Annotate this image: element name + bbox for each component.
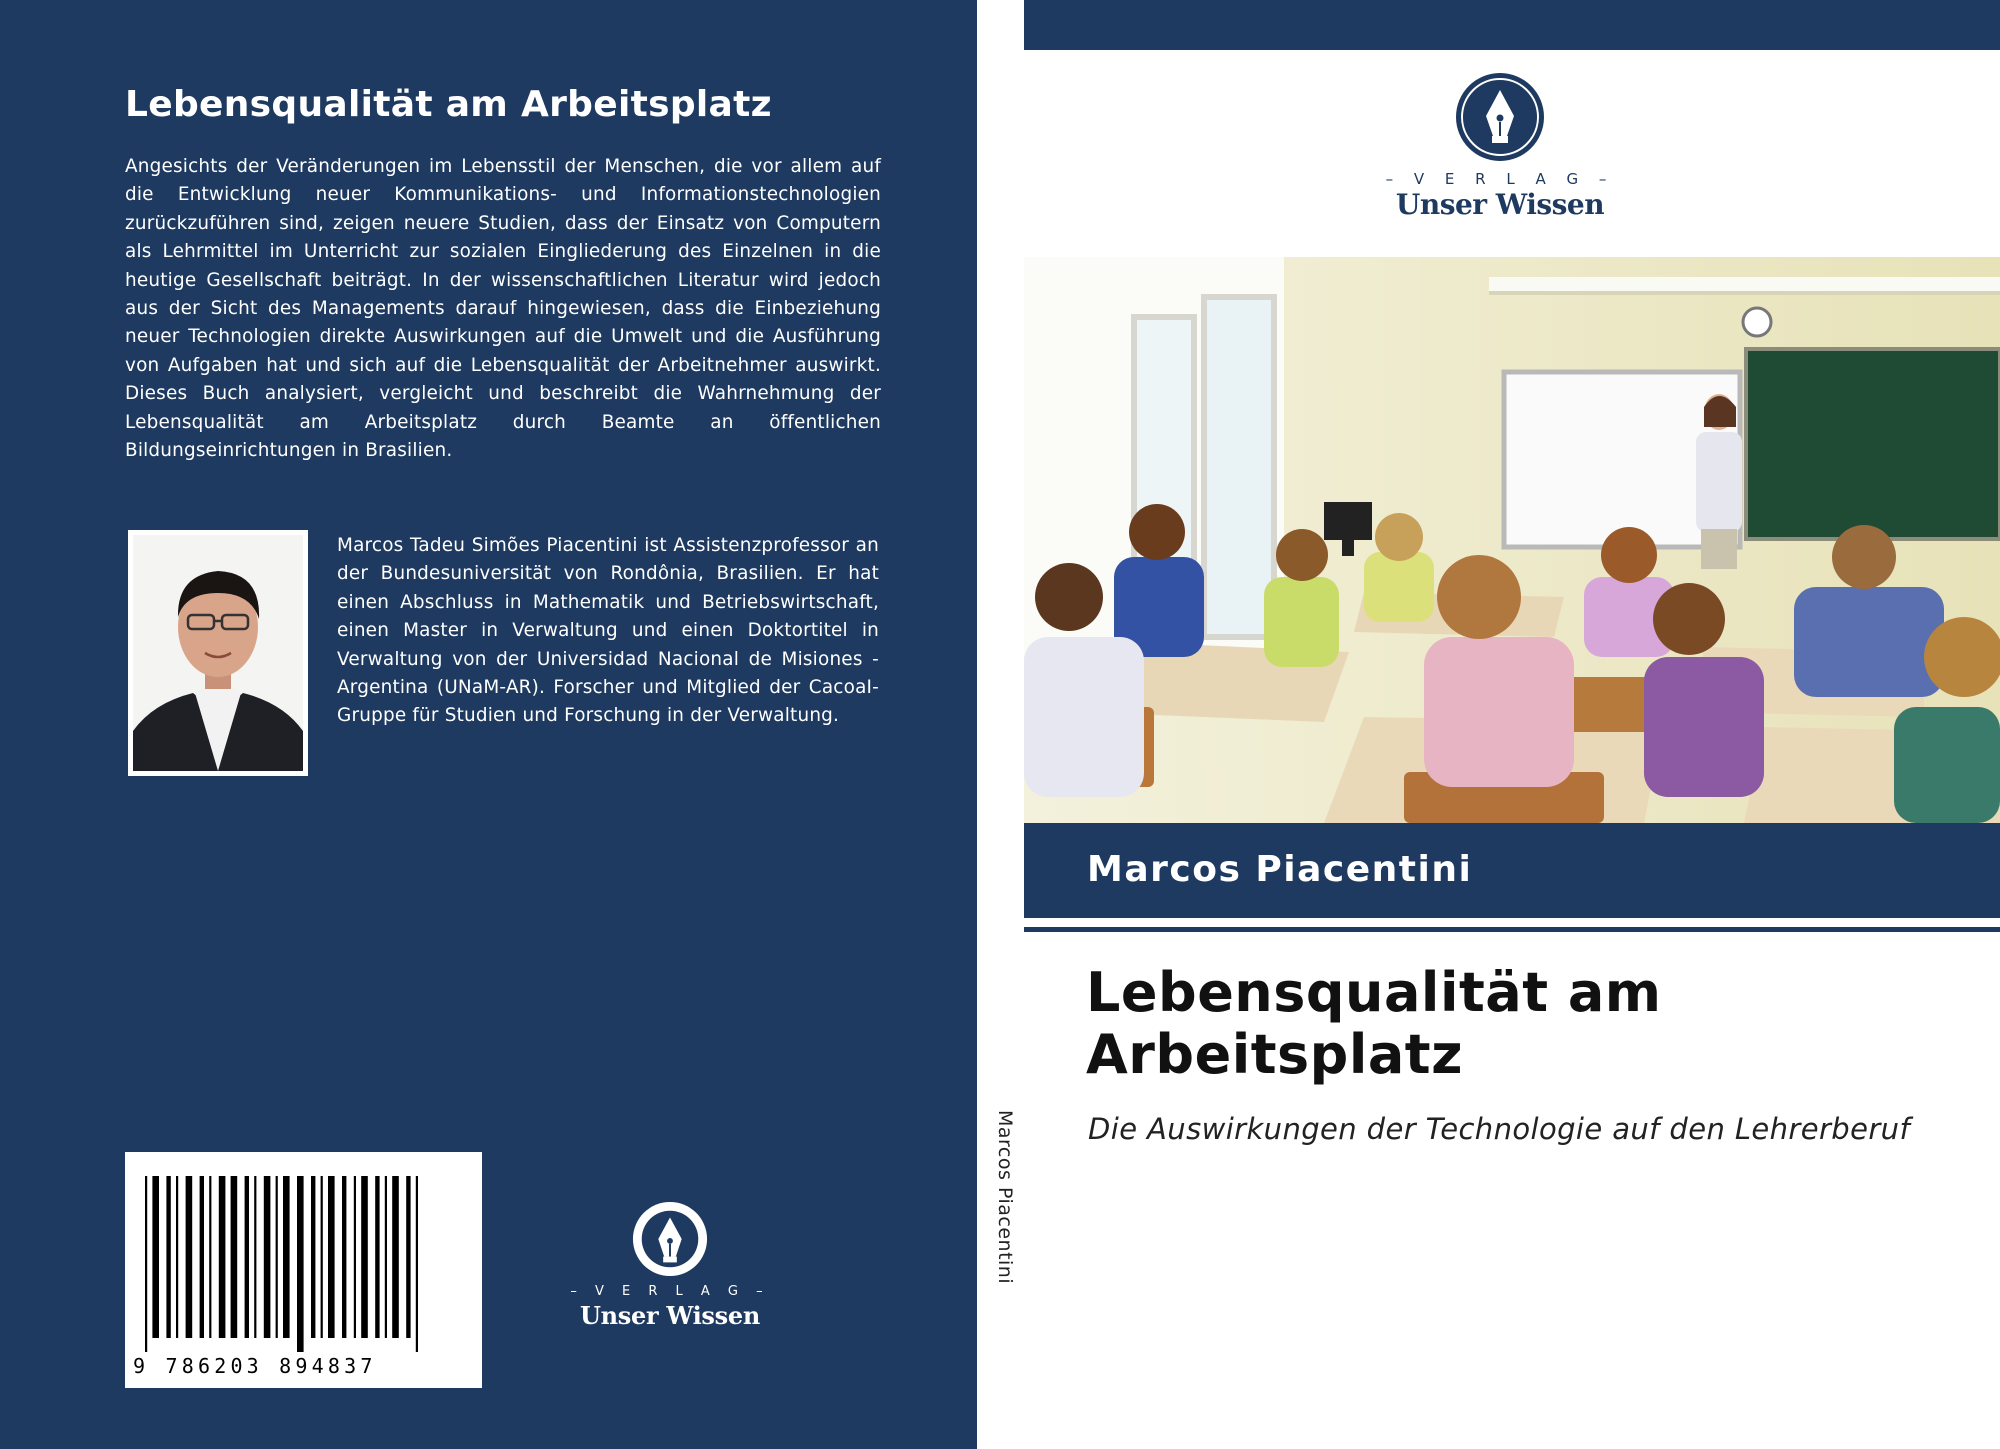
- back-publisher-verlag: – V E R L A G –: [570, 1284, 770, 1299]
- barcode-icon: [141, 1176, 466, 1352]
- back-cover-blurb: Angesichts der Veränderungen im Lebensstil der Menschen, die vor allem auf die Entwicklung neuer Kommunikations- und Informationstechnologien zurückzuführen sind, zeigen neuere Studien, dass der Einsatz von Computern als Lehrmittel im Unterricht zur sozialen Eingliederung des Einzelnen in die heutige Gesellschaft beiträgt. In der wissenschaftlichen Literatur wird jedoch aus der Sicht des Managements darauf hingewiesen, dass die Einbeziehung neuer Technologien direkte Auswirkungen auf die Umwelt und die Ausführung von Aufgaben hat und sich auf die Lebensqualität der Arbeitnehmer auswirkt. Dieses Buch analysiert, vergleicht und beschreibt die Wahrnehmung der Lebensqualität am Arbeitsplatz durch Beamte an öffentlichen Bildungseinrichtungen in Brasilien.: [125, 156, 881, 462]
- back-cover: [0, 0, 977, 1449]
- classroom-scene-icon: [1024, 257, 2000, 823]
- spine-author: Marcos Piacentini: [994, 1110, 1016, 1285]
- front-title: Lebensqualität am Arbeitsplatz: [1086, 961, 1662, 1086]
- author-band: [1024, 823, 2000, 918]
- isbn-digits: 9 786203 894837: [133, 1354, 377, 1378]
- front-author-name: Marcos Piacentini: [1087, 849, 1473, 890]
- isbn-barcode: [125, 1152, 482, 1388]
- front-publisher-name: Unser Wissen: [1395, 188, 1605, 221]
- title-divider: [1024, 927, 2000, 932]
- back-publisher-name: Unser Wissen: [580, 1301, 760, 1330]
- back-publisher-logo: [560, 1200, 780, 1330]
- classroom-photo: [1024, 257, 2000, 823]
- back-cover-title: Lebensqualität am Arbeitsplatz: [125, 84, 772, 125]
- fountain-pen-seal-icon: [1455, 72, 1545, 162]
- author-portrait-icon: [133, 535, 303, 771]
- front-subtitle: Die Auswirkungen der Technologie auf den Lehrerberuf: [1088, 1112, 1911, 1146]
- author-photo: [128, 530, 308, 776]
- front-publisher-logo: [1380, 72, 1620, 221]
- author-bio: Marcos Tadeu Simões Piacentini ist Assistenzprofessor an der Bundesuniversität von Rondônia, Brasilien. Er hat einen Abschluss in Mathematik und Betriebswirtschaft, einen Master in Verwaltung und einen Doktortitel in Verwaltung von der Universidad Nacional de Misiones - Argentina (UNaM-AR). Forscher und Mitglied der CacoaI-Gruppe für Studien und Forschung in der Verwaltung.: [337, 535, 879, 727]
- fountain-pen-seal-icon: [631, 1200, 709, 1278]
- front-top-bar: [1024, 0, 2000, 50]
- front-publisher-verlag: – V E R L A G –: [1385, 170, 1615, 188]
